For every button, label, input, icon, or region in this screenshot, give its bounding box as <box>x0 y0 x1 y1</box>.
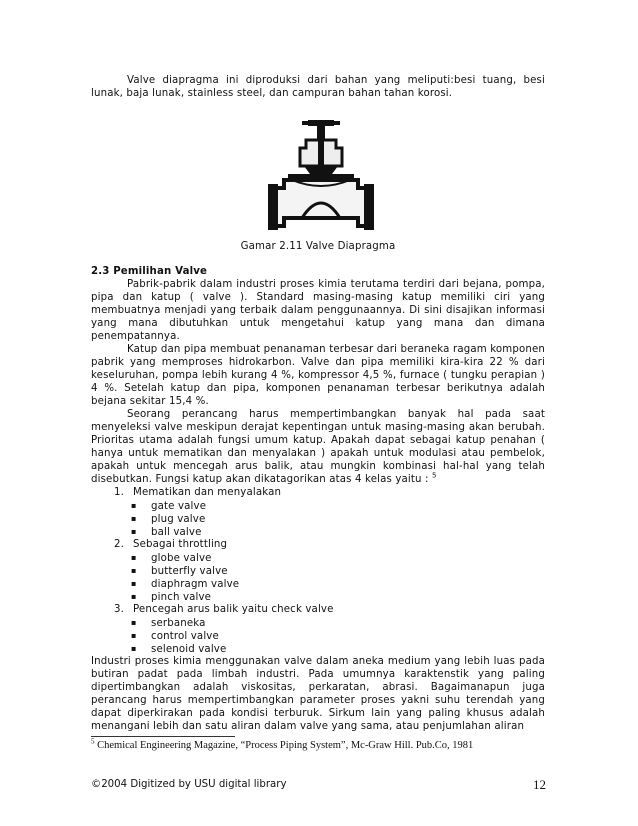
footnote: $^5$ Chemical Engineering Magazine, “Process Piping System”, Mc-Graw Hill. Pub.Co, 1981 <box>91 737 474 751</box>
list-item: ▪ plug valve <box>131 514 206 525</box>
list-item: ▪ ball valve <box>131 527 202 538</box>
bullet-icon: ▪ <box>131 618 137 627</box>
bullet-icon: ▪ <box>131 592 137 601</box>
list-item: 3. Pencegah arus balik yaitu check valve <box>114 604 334 615</box>
list-item: ▪ globe valve <box>131 553 212 564</box>
figure-caption: Gamar 2.11 Valve Diapragma <box>240 241 396 252</box>
bullet-icon: ▪ <box>131 644 137 653</box>
intro-paragraph: Valve diapragma ini diproduksi dari bahan yang meliputi:besi tuang, besi lunak, baja lunak, stainless steel, dan campuran bahan tahan korosi. <box>91 75 545 99</box>
bullet-icon: ▪ <box>131 514 137 523</box>
list-item: ▪ diaphragm valve <box>131 579 240 590</box>
list-item: ▪ gate valve <box>131 501 207 512</box>
list-item: 1. Mematikan dan menyalakan <box>114 487 282 498</box>
section-heading: 2.3 Pemilihan Valve <box>91 266 208 277</box>
paragraph-3 <box>91 408 545 486</box>
paragraph-3-text: Seorang perancang harus mempertimbangkan banyak hal pada saat menyeleksi valve meskipun derajat kepentingan untuk masing-masing akan berubah. Prioritas utama adalah fungsi umum katup. Apakah dapat sebagai katup penahan ( hanya untuk mematikan dan menyalakan ) apakah untuk modulasi atau pembelok, apakah untuk mencegah arus balik, atau mungkin kombinasi hal-hal yang telah disebutkan. Fungsi katup akan dikatagorikan atas 4 kelas yaitu : <box>91 409 545 485</box>
bullet-icon: ▪ <box>131 553 137 562</box>
list-item: ▪ control valve <box>131 631 219 642</box>
bullet-icon: ▪ <box>131 566 137 575</box>
paragraph-1: Pabrik-pabrik dalam industri proses kimia terutama terdiri dari bejana, pompa, pipa dan katup ( valve ). Standard masing-masing katup memiliki ciri yang membuatnya menjadi yang terbaik dalam penggunaannya. Di sini disajikan informasi yang mana dibutuhkan untuk mengetahui katup yang mana dan dimana penempatannya. <box>91 279 545 342</box>
list-item: ▪ selenoid valve <box>131 644 227 655</box>
paragraph-2: Katup dan pipa membuat penanaman terbesar dari beraneka ragam komponen pabrik yang memproses hidrokarbon. Valve dan pipa memiliki kira-kira 22 % dari keseluruhan, pompa lebih kurang 4 %, kompressor 4,5 %, furnace ( tungku perapian ) 4 %. Setelah katup dan pipa, komponen penanaman terbesar berikutnya adalah bejana sekitar 15,4 %. <box>91 344 545 407</box>
list-item: 2. Sebagai throttling <box>114 539 228 550</box>
bullet-icon: ▪ <box>131 501 137 510</box>
bullet-icon: ▪ <box>131 579 137 588</box>
page-number: 12 <box>533 777 546 792</box>
footnote-reference: 5 <box>432 471 437 480</box>
bullet-icon: ▪ <box>131 631 137 640</box>
list-item: ▪ pinch valve <box>131 592 212 603</box>
paragraph-4: Industri proses kimia menggunakan valve dalam aneka medium yang lebih luas pada butiran padat pada limbah industri. Pada umumnya karaktenstik yang paling dipertimbangkan adalah viskositas, perkaratan, abrasi. Bagaimanapun juga perancang harus mempertimbangkan parameter proses yakni suhu terendah yang dapat diperkirakan pada kondisi terburuk. Sirkum lain yang paling khusus adalah menangani lebih dan satu aliran dalam valve yang sama, atau penjumlahan aliran <box>91 656 545 732</box>
bullet-icon: ▪ <box>131 527 137 536</box>
list-item: ▪ butterfly valve <box>131 566 228 577</box>
footnote-divider <box>91 736 235 737</box>
footer-copyright: ©2004 Digitized by USU digital library <box>91 779 287 790</box>
list-item: ▪ serbaneka <box>131 618 206 629</box>
diaphragm-valve-drawing <box>262 118 380 236</box>
